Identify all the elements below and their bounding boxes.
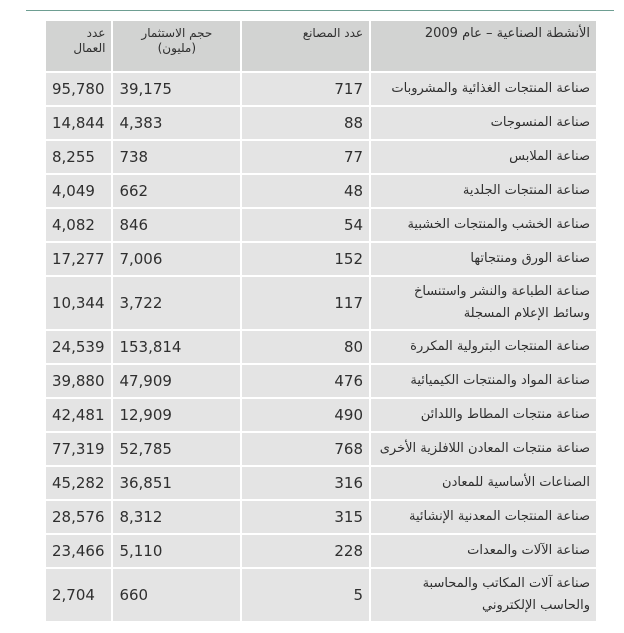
cell-workers: 77,319 bbox=[46, 433, 111, 465]
cell-workers: 14,844 bbox=[46, 107, 111, 139]
cell-activity: صناعة منتجات المطاط واللدائن bbox=[371, 399, 596, 431]
table-header-row bbox=[46, 21, 596, 71]
cell-investment: 8,312 bbox=[113, 501, 240, 533]
cell-investment: 52,785 bbox=[113, 433, 240, 465]
cell-factories: 80 bbox=[242, 331, 369, 363]
cell-factories: 117 bbox=[242, 277, 369, 329]
table-row bbox=[46, 277, 596, 329]
cell-investment: 738 bbox=[113, 141, 240, 173]
cell-workers: 39,880 bbox=[46, 365, 111, 397]
cell-investment: 7,006 bbox=[113, 243, 240, 275]
table-row bbox=[46, 501, 596, 533]
cell-activity: صناعة المنسوجات bbox=[371, 107, 596, 139]
cell-workers: 2,704 bbox=[46, 569, 111, 621]
cell-factories: 490 bbox=[242, 399, 369, 431]
table-row bbox=[46, 433, 596, 465]
cell-factories: 88 bbox=[242, 107, 369, 139]
cell-activity: صناعة آلات المكاتب والمحاسبة والحاسب الإلكتروني bbox=[371, 569, 596, 621]
cell-workers: 95,780 bbox=[46, 73, 111, 105]
table-row bbox=[46, 365, 596, 397]
cell-activity: صناعة الطباعة والنشر واستنساخ وسائط الإعلام المسجلة bbox=[371, 277, 596, 329]
industrial-activities-table bbox=[44, 19, 598, 623]
cell-workers: 10,344 bbox=[46, 277, 111, 329]
cell-workers: 24,539 bbox=[46, 331, 111, 363]
cell-investment: 662 bbox=[113, 175, 240, 207]
cell-investment: 5,110 bbox=[113, 535, 240, 567]
cell-factories: 77 bbox=[242, 141, 369, 173]
cell-factories: 48 bbox=[242, 175, 369, 207]
cell-investment: 39,175 bbox=[113, 73, 240, 105]
header-activity: الأنشطة الصناعية – عام 2009 bbox=[371, 21, 596, 71]
header-investment-unit: (مليون) bbox=[157, 41, 197, 55]
table-row bbox=[46, 467, 596, 499]
cell-workers: 4,049 bbox=[46, 175, 111, 207]
cell-factories: 768 bbox=[242, 433, 369, 465]
cell-activity: صناعة المنتجات الجلدية bbox=[371, 175, 596, 207]
header-investment-label: حجم الاستثمار bbox=[141, 26, 213, 40]
cell-workers: 42,481 bbox=[46, 399, 111, 431]
cell-investment: 3,722 bbox=[113, 277, 240, 329]
cell-workers: 45,282 bbox=[46, 467, 111, 499]
table-row bbox=[46, 331, 596, 363]
table-row bbox=[46, 399, 596, 431]
cell-workers: 8,255 bbox=[46, 141, 111, 173]
top-divider bbox=[26, 10, 614, 11]
cell-investment: 36,851 bbox=[113, 467, 240, 499]
table-row bbox=[46, 175, 596, 207]
table-row bbox=[46, 107, 596, 139]
cell-investment: 12,909 bbox=[113, 399, 240, 431]
cell-workers: 17,277 bbox=[46, 243, 111, 275]
cell-factories: 5 bbox=[242, 569, 369, 621]
cell-investment: 4,383 bbox=[113, 107, 240, 139]
table-row bbox=[46, 73, 596, 105]
table-row bbox=[46, 141, 596, 173]
cell-activity: صناعة منتجات المعادن اللافلزية الأخرى bbox=[371, 433, 596, 465]
cell-factories: 476 bbox=[242, 365, 369, 397]
header-factories: عدد المصانع bbox=[242, 21, 369, 71]
cell-investment: 47,909 bbox=[113, 365, 240, 397]
cell-investment: 660 bbox=[113, 569, 240, 621]
cell-activity: صناعة المنتجات البترولية المكررة bbox=[371, 331, 596, 363]
cell-workers: 4,082 bbox=[46, 209, 111, 241]
table-row bbox=[46, 243, 596, 275]
cell-factories: 315 bbox=[242, 501, 369, 533]
cell-workers: 28,576 bbox=[46, 501, 111, 533]
cell-factories: 717 bbox=[242, 73, 369, 105]
table-row bbox=[46, 209, 596, 241]
table-row bbox=[46, 535, 596, 567]
cell-activity: صناعة المنتجات المعدنية الإنشائية bbox=[371, 501, 596, 533]
cell-factories: 54 bbox=[242, 209, 369, 241]
cell-activity: صناعة الورق ومنتجاتها bbox=[371, 243, 596, 275]
cell-activity: صناعة الملابس bbox=[371, 141, 596, 173]
cell-investment: 153,814 bbox=[113, 331, 240, 363]
cell-activity: صناعة الخشب والمنتجات الخشبية bbox=[371, 209, 596, 241]
cell-factories: 152 bbox=[242, 243, 369, 275]
table-row bbox=[46, 569, 596, 621]
cell-workers: 23,466 bbox=[46, 535, 111, 567]
cell-activity: الصناعات الأساسية للمعادن bbox=[371, 467, 596, 499]
header-investment bbox=[113, 21, 240, 71]
cell-factories: 316 bbox=[242, 467, 369, 499]
cell-activity: صناعة الآلات والمعدات bbox=[371, 535, 596, 567]
cell-investment: 846 bbox=[113, 209, 240, 241]
cell-activity: صناعة المنتجات الغذائية والمشروبات bbox=[371, 73, 596, 105]
cell-factories: 228 bbox=[242, 535, 369, 567]
cell-activity: صناعة المواد والمنتجات الكيميائية bbox=[371, 365, 596, 397]
header-workers: عدد العمال bbox=[46, 21, 111, 71]
